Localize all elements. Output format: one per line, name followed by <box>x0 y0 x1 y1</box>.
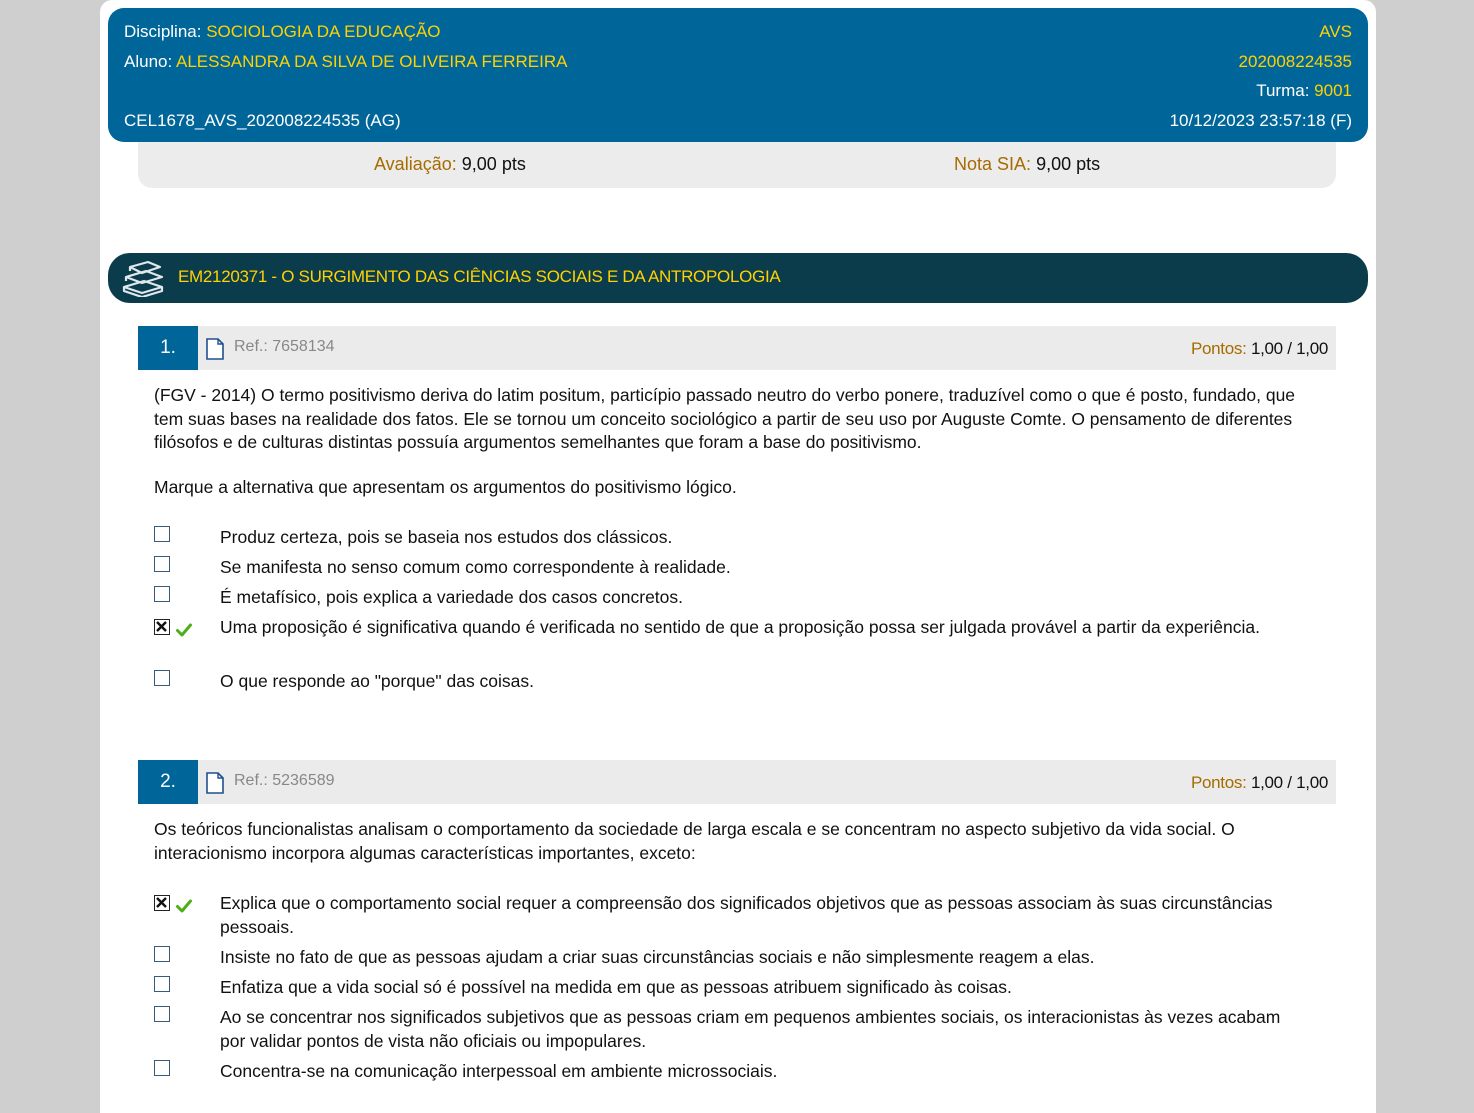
section-title: EM2120371 - O SURGIMENTO DAS CIÊNCIAS SOCIAIS E DA ANTROPOLOGIA <box>178 267 781 286</box>
question-header-1 <box>138 326 1336 370</box>
exam-result-page <box>100 0 1376 1113</box>
turma-line <box>1256 79 1352 103</box>
checkbox-icon[interactable] <box>154 556 170 572</box>
alternative-text: Produz certeza, pois se baseia nos estudos dos clássicos. <box>220 527 673 547</box>
alternative-text: O que responde ao "porque" das coisas. <box>220 671 535 691</box>
avaliacao-score <box>374 154 526 175</box>
question-number: 2. <box>138 760 198 804</box>
section-header <box>108 253 1368 303</box>
alternative-text: Enfatiza que a vida social só é possível na medida em que as pessoas atribuem significado às coisas. <box>220 977 1012 997</box>
nota-sia-unit: pts <box>1076 154 1101 174</box>
question-points <box>1191 339 1328 359</box>
avaliacao-label: Avaliação: <box>374 154 457 174</box>
question-number: 1. <box>138 326 198 370</box>
question-points <box>1191 773 1328 793</box>
question-ref: Ref.: 7658134 <box>234 338 335 355</box>
checked-box-icon[interactable] <box>154 619 170 635</box>
matricula: 202008224535 <box>1238 52 1352 71</box>
exam-code: CEL1678_AVS_202008224535 (AG) <box>124 111 401 130</box>
checkbox-icon[interactable] <box>154 976 170 992</box>
disciplina-value: SOCIOLOGIA DA EDUCAÇÃO <box>206 22 441 41</box>
avaliacao-unit: pts <box>501 154 526 174</box>
disciplina-line <box>124 20 441 44</box>
nota-sia-label: Nota SIA: <box>954 154 1032 174</box>
checked-box-icon[interactable] <box>154 895 170 911</box>
points-value: 1,00 <box>1250 773 1283 792</box>
alternative-text: Concentra-se na comunicação interpessoal em ambiente microssociais. <box>220 1061 778 1081</box>
checkbox-icon[interactable] <box>154 526 170 542</box>
document-icon <box>206 772 224 799</box>
exam-datetime: 10/12/2023 23:57:18 (F) <box>1169 111 1352 130</box>
question-statement: (FGV - 2014) O termo positivismo deriva do latim positum, particípio passado neutro do verbo ponere, traduzível como o que é posto, fundado, que tem suas bases na realidade dos fatos. Ele se tornou um conceito sociológico a partir de seu uso por Auguste Comte. O pensamento de diferentes filósofos e de culturas distintas possuía argumentos semelhantes que foram a base do positivismo. <box>154 385 1296 452</box>
alternative-text: Explica que o comportamento social requer a compreensão dos significados objetivos que as pessoas associam às suas circunstâncias pessoais. <box>220 893 1273 937</box>
checkbox-icon[interactable] <box>154 946 170 962</box>
alternative-text: Uma proposição é significativa quando é verificada no sentido de que a proposição possa ser julgada provável a partir da experiência. <box>220 617 1260 637</box>
correct-check-icon <box>176 620 192 644</box>
points-total: / 1,00 <box>1287 773 1328 792</box>
question-ref: Ref.: 5236589 <box>234 772 335 789</box>
alternative-text: Ao se concentrar nos significados subjetivos que as pessoas criam em pequenos ambientes sociais, os interacionistas às vezes acabam por validar pontos de vista não oficiais ou impopulares. <box>220 1007 1281 1051</box>
avaliacao-value: 9,00 <box>461 154 497 174</box>
question-header-2 <box>138 760 1336 804</box>
exam-type: AVS <box>1319 22 1352 41</box>
aluno-line <box>124 50 567 74</box>
nota-sia-score <box>954 154 1100 175</box>
correct-check-icon <box>176 896 192 920</box>
turma-value: 9001 <box>1314 81 1352 100</box>
disciplina-label: Disciplina: <box>124 22 202 41</box>
checkbox-icon[interactable] <box>154 586 170 602</box>
document-icon <box>206 338 224 365</box>
checkbox-icon[interactable] <box>154 670 170 686</box>
score-bar <box>138 142 1336 188</box>
question-prompt: Marque a alternativa que apresentam os argumentos do positivismo lógico. <box>154 477 737 497</box>
books-icon <box>120 259 166 302</box>
points-label: Pontos: <box>1190 339 1247 358</box>
exam-header <box>108 8 1368 142</box>
alternative-text: Insiste no fato de que as pessoas ajudam a criar suas circunstâncias sociais e não simplesmente reagem a elas. <box>220 947 1095 967</box>
checkbox-icon[interactable] <box>154 1060 170 1076</box>
alternative-text: É metafísico, pois explica a variedade dos casos concretos. <box>220 587 684 607</box>
nota-sia-value: 9,00 <box>1036 154 1072 174</box>
points-label: Pontos: <box>1190 773 1247 792</box>
alternative-text: Se manifesta no senso comum como correspondente à realidade. <box>220 557 731 577</box>
turma-label: Turma: <box>1256 81 1310 100</box>
question-statement: Os teóricos funcionalistas analisam o comportamento da sociedade de larga escala e se concentram no aspecto subjetivo da vida social. O interacionismo incorpora algumas características importantes, exceto: <box>154 819 1235 863</box>
aluno-value: ALESSANDRA DA SILVA DE OLIVEIRA FERREIRA <box>176 52 568 71</box>
points-total: / 1,00 <box>1287 339 1328 358</box>
points-value: 1,00 <box>1250 339 1283 358</box>
aluno-label: Aluno: <box>124 52 173 71</box>
checkbox-icon[interactable] <box>154 1006 170 1022</box>
